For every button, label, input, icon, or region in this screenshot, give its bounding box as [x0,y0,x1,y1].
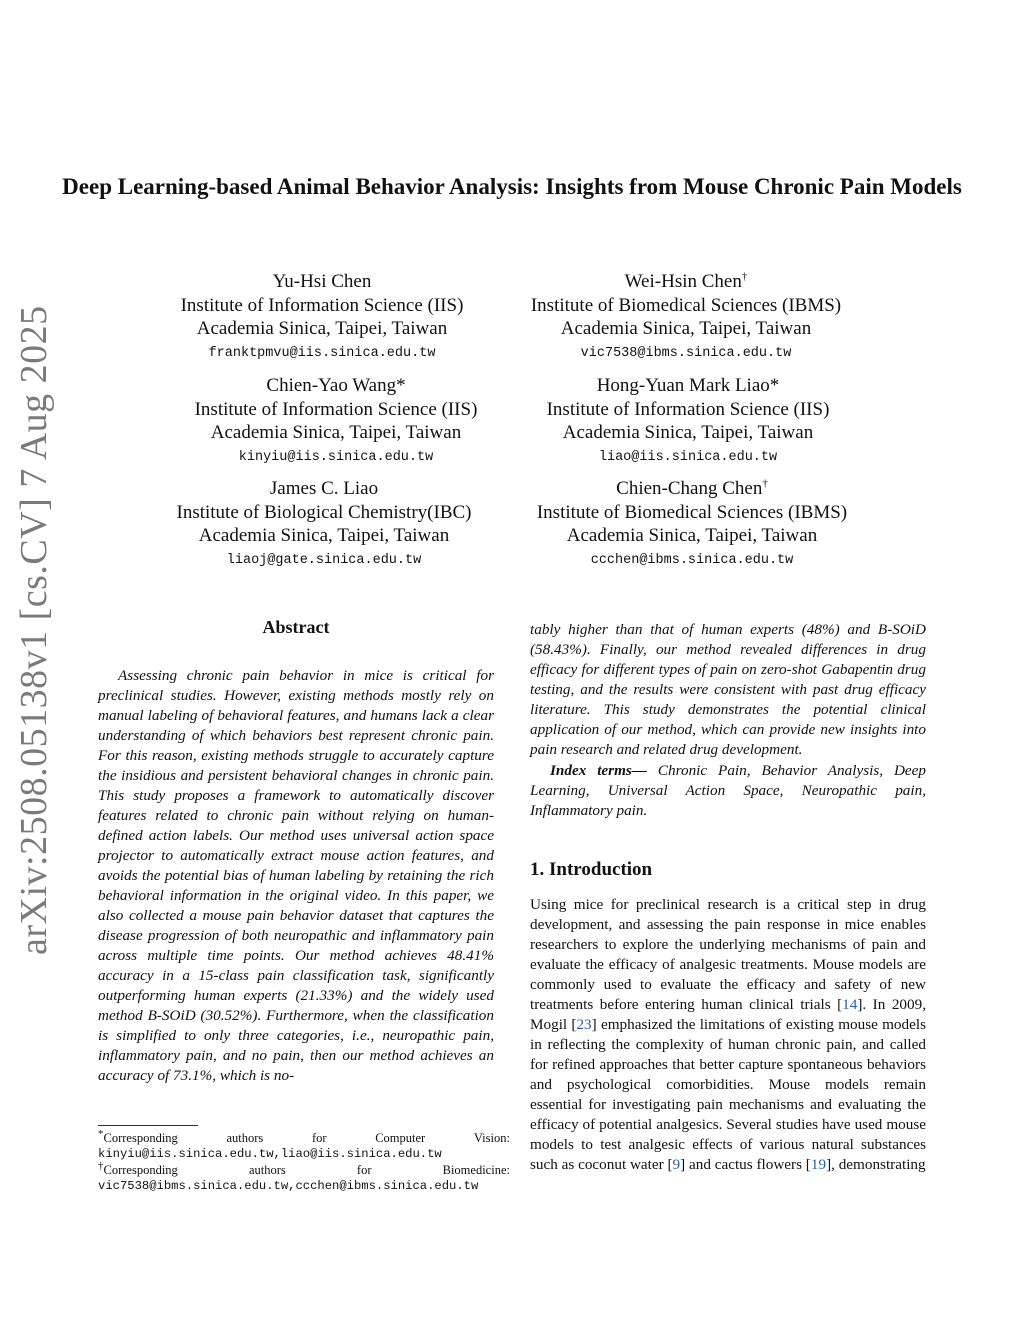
section-heading-introduction: 1. Introduction [530,859,653,880]
author-affiliation: Institute of Information Science (IIS) [194,398,478,420]
abstract-text [98,666,494,1086]
author-affiliation: Institute of Biomedical Sciences (IBMS) [530,294,842,316]
author-affiliation: Institute of Information Science (IIS) [546,398,830,420]
abstract-heading: Abstract [262,617,330,637]
author-location: Academia Sinica, Taipei, Taiwan [210,422,462,443]
author-block [476,270,896,367]
author-block [112,270,532,367]
abstract-paragraph: Assessing chronic pain behavior in mice is critical for preclinical studies. However, existing methods mostly rely on manual labeling of behavioral features, and humans lack a clear understanding of which behaviors best represent chronic pain. For this reason, existing methods struggle to accurately capture the insidious and persistent behavioral changes in chronic pain. This study proposes a framework to automatically discover features related to chronic pain without relying on human-defined action labels. Our method uses universal action space projector to automatically extract mouse action features, and avoids the potential bias of human labeling by retaining the rich behavioral information in the original video. In this paper, we also collected a mouse pain behavior dataset that captures the disease progression of both neuropathic and inflammatory pain across multiple time points. Our method achieves 48.41% accuracy in a 15-class pain classification task, significantly outperforming human experts (21.33%) and the widely used method B-SOiD (30.52%). Furthermore, when the classification is simplified to only three categories, i.e., neuropathic pain, inflammatory pain, and no pain, then our method achieves an accuracy of 73.1%, which is no- [98,667,494,1084]
author-location: Academia Sinica, Taipei, Taiwan [566,525,818,546]
author-name: Wei-Hsin Chen† [624,270,748,292]
footnote-1-line: *Corresponding authors for Computer Vision: [98,1127,510,1145]
footnote-divider [98,1125,198,1126]
footnotes [98,1127,510,1194]
author-location: Academia Sinica, Taipei, Taiwan [560,318,812,339]
author-name: Chien-Yao Wang* [266,375,406,396]
abstract-paragraph-continued: tably higher than that of human experts (48%) and B-SOiD (58.43%). Finally, our method revealed differences in drug efficacy for different types of pain on zero-shot Gabapentin drug testing, and the results were consistent with past drug efficacy literature. This study demonstrates the potential clinical application of our method, which can provide new insights into pain research and related drug development. [530,621,926,758]
author-email[interactable]: liao@iis.sinica.edu.tw [598,449,778,465]
author-name: Chien-Chang Chen† [616,477,768,499]
author-email[interactable]: franktpmvu@iis.sinica.edu.tw [208,345,436,361]
citation-link[interactable]: 23 [576,1016,592,1033]
author-block [482,477,902,574]
arxiv-identifier-stamp: arXiv:2508.05138v1 [cs.CV] 7 Aug 2025 [13,305,55,955]
author-name: Yu-Hsi Chen [272,271,372,292]
index-terms [530,761,926,821]
footnote-2-emails[interactable]: vic7538@ibms.sinica.edu.tw,ccchen@ibms.sinica.edu.tw [98,1179,479,1193]
author-location: Academia Sinica, Taipei, Taiwan [196,318,448,339]
author-affiliation: Institute of Biological Chemistry(IBC) [176,501,472,523]
author-location: Academia Sinica, Taipei, Taiwan [562,422,814,443]
index-terms-list: Chronic Pain, Behavior Analysis, Deep Learning, Universal Action Space, Neuropathic pain, Inflammatory pain. [530,762,926,819]
author-affiliation: Institute of Biomedical Sciences (IBMS) [536,501,848,523]
author-email[interactable]: ccchen@ibms.sinica.edu.tw [590,552,794,568]
author-location: Academia Sinica, Taipei, Taiwan [198,525,450,546]
author-name: James C. Liao [269,478,379,499]
footnote-1-emails[interactable]: kinyiu@iis.sinica.edu.tw,liao@iis.sinica.edu.tw [98,1147,442,1161]
paper-title: Deep Learning-based Animal Behavior Analysis: Insights from Mouse Chronic Pain Models [62,174,962,199]
author-block [478,374,898,471]
author-email[interactable]: liaoj@gate.sinica.edu.tw [226,552,422,568]
author-affiliation: Institute of Information Science (IIS) [180,294,464,316]
citation-link[interactable]: 9 [672,1156,681,1173]
introduction-paragraph: Using mice for preclinical research is a critical step in drug development, and assessing the pain response in mice enables researchers to explore the underlying mechanisms of pain and evaluate the efficacy of analgesic treatments. Mouse models are commonly used to evaluate the efficacy and safety of new treatments before entering human clinical trials [14]. In 2009, Mogil [23] emphasized the limitations of existing mouse models in reflecting the complexity of human chronic pain, and called for refined approaches that better capture spontaneous behaviors and psychological comorbidities. Mouse models remain essential for investigating pain mechanisms and evaluating the efficacy of potential analgesics. Several studies have used mouse models to test analgesic effects of various natural substances such as coconut water [9] and cactus flowers [19], demonstrating [530,896,926,1173]
author-block [114,477,534,574]
citation-link[interactable]: 14 [842,996,858,1013]
citation-link[interactable]: 19 [810,1156,827,1173]
index-terms-label: Index terms— [550,762,647,779]
author-email[interactable]: kinyiu@iis.sinica.edu.tw [238,449,434,465]
author-email[interactable]: vic7538@ibms.sinica.edu.tw [580,345,792,361]
author-name: Hong-Yuan Mark Liao* [596,375,780,396]
abstract-continued [530,620,926,821]
footnote-2-line: †Corresponding authors for Biomedicine: [98,1159,510,1177]
introduction-text [530,895,926,1175]
